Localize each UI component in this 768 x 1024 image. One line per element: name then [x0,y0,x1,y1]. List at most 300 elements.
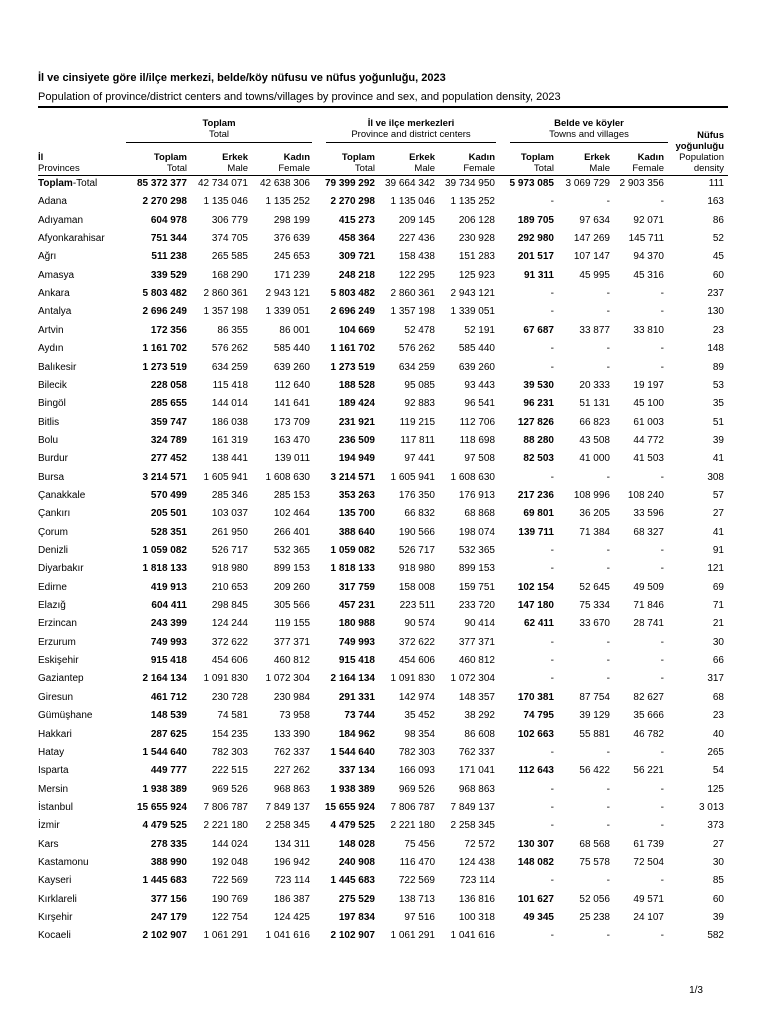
cell-total-total: 277 452 [150,453,187,465]
cell-centers-female: 233 720 [458,600,495,612]
cell-centers-total: 415 273 [338,214,375,226]
cell-density: 89 [712,361,724,373]
cell-towns-male: 45 995 [579,269,610,281]
cell-density: 21 [712,618,724,630]
cell-towns-female: - [660,783,664,795]
cell-density: 66 [712,655,724,667]
cell-towns-female: 72 504 [633,856,664,868]
cell-centers-total: 317 759 [338,581,375,593]
table-row [0,912,768,930]
cell-total-female: 227 262 [273,765,310,777]
table-row [0,784,768,802]
cell-towns-female: 92 071 [633,214,664,226]
cell-total-female: 899 153 [273,563,310,575]
cell-towns-female: - [660,930,664,942]
cell-centers-total: 231 921 [338,416,375,428]
cell-towns-male: 55 881 [579,728,610,740]
cell-total-total: 2 696 249 [142,306,187,318]
cell-towns-total: 67 687 [523,324,554,336]
cell-centers-male: 576 262 [398,343,435,355]
cell-total-total: 85 372 377 [136,178,187,189]
cell-density: 45 [712,251,724,263]
document-subtitle: Population of province/district centers and towns/villages by province and sex, and population density, 2023 [38,91,561,103]
cell-total-male: 1 605 941 [203,471,248,483]
province-name: Elazığ [38,600,66,612]
province-name: Edirne [38,581,67,593]
cell-centers-female: 206 128 [458,214,495,226]
cell-total-male: 285 346 [211,489,248,501]
cell-centers-total: 1 544 640 [330,746,375,758]
cell-density: 68 [712,691,724,703]
cell-total-male: 138 441 [211,453,248,465]
cell-centers-female: 762 337 [458,746,495,758]
group-rule-total [126,142,312,143]
cell-total-female: 305 566 [273,600,310,612]
group-rule-centers [326,142,496,143]
province-name: Çanakkale [38,489,86,501]
cell-density: 308 [707,471,724,483]
cell-towns-total: 102 663 [517,728,554,740]
cell-centers-total: 197 834 [338,912,375,923]
cell-towns-female: 35 666 [633,710,664,722]
cell-total-total: 511 238 [151,251,187,263]
cell-centers-total: 1 161 702 [330,343,375,355]
cell-towns-female: - [660,196,664,208]
province-name: Amasya [38,269,75,281]
cell-total-female: 186 387 [273,893,310,905]
cell-total-female: 585 440 [273,343,310,355]
cell-total-total: 915 418 [150,655,187,667]
cell-centers-female: 899 153 [458,563,495,575]
cell-total-male: 2 221 180 [203,820,248,832]
cell-total-total: 1 273 519 [142,361,187,373]
table-row [0,306,768,324]
cell-total-female: 377 371 [273,636,310,648]
cell-centers-total: 184 962 [338,728,375,740]
cell-centers-male: 90 574 [404,618,435,630]
cell-centers-female: 2 943 121 [450,288,495,300]
cell-total-total: 324 789 [150,434,187,446]
cell-centers-female: 377 371 [458,636,495,648]
cell-total-female: 639 260 [273,361,310,373]
cell-towns-male: 43 508 [579,434,610,446]
cell-total-male: 210 653 [211,581,248,593]
cell-centers-total: 388 640 [338,526,375,538]
cell-density: 265 [707,746,724,758]
cell-towns-total: 101 627 [517,893,554,905]
cell-centers-male: 176 350 [398,489,435,501]
cell-centers-male: 7 806 787 [390,801,435,813]
cell-towns-total: 292 980 [517,233,554,245]
cell-total-total: 449 777 [150,765,187,777]
cell-density: 71 [712,600,724,612]
cell-total-male: 103 037 [211,508,248,520]
province-name: Adıyaman [38,214,84,226]
cell-centers-female: 97 508 [464,453,495,465]
cell-towns-total: 127 826 [517,416,554,428]
cell-towns-male: 147 269 [573,233,610,245]
cell-towns-male: - [606,545,610,556]
cell-centers-total: 148 028 [338,838,375,850]
cell-total-total: 2 164 134 [142,673,187,685]
cell-centers-male: 122 295 [398,269,435,281]
cell-density: 27 [712,508,724,520]
cell-density: 582 [707,930,724,942]
cell-centers-male: 116 470 [399,856,435,868]
cell-total-female: 73 958 [279,710,310,722]
table-row [0,472,768,490]
table-row [0,582,768,600]
cell-centers-female: 151 283 [458,251,495,263]
cell-centers-total: 1 818 133 [330,563,375,575]
cell-density: 60 [712,893,724,905]
cell-towns-total: 170 381 [517,691,554,703]
cell-towns-total: 82 503 [523,453,554,465]
province-name: Giresun [38,691,74,703]
cell-centers-total: 2 270 298 [330,196,375,208]
cell-density: 148 [707,343,724,355]
cell-density: 41 [712,526,724,538]
cell-towns-male: - [606,471,610,483]
cell-centers-total: 915 418 [338,655,375,667]
cell-centers-male: 969 526 [398,783,435,795]
cell-total-female: 298 199 [273,214,310,226]
cell-density: 35 [712,398,724,410]
cell-towns-female: - [660,471,664,483]
table-row [0,600,768,618]
cell-total-male: 1 357 198 [203,306,248,318]
cell-towns-female: 24 107 [633,912,664,923]
cell-density: 317 [707,673,724,685]
cell-density: 39 [712,912,724,923]
cell-towns-male: 75 578 [579,856,610,868]
cell-centers-female: 68 868 [464,508,495,520]
cell-towns-female: 2 903 356 [619,178,664,189]
table-row-total [0,178,768,196]
cell-total-total: 287 625 [150,728,187,740]
cell-centers-female: 39 734 950 [444,178,495,189]
header-bottom-rule [38,175,728,176]
cell-density: 60 [712,269,724,281]
cell-total-male: 1 135 046 [203,196,248,208]
cell-total-total: 339 529 [150,269,187,281]
cell-towns-total: 201 517 [517,251,554,263]
cell-centers-total: 309 721 [338,251,375,263]
cell-towns-male: 52 056 [579,893,610,905]
province-name: Kırşehir [38,912,73,923]
cell-towns-male: 66 823 [579,416,610,428]
cell-centers-female: 1 608 630 [450,471,495,483]
cell-total-total: 419 913 [150,581,187,593]
cell-total-male: 634 259 [211,361,248,373]
cell-centers-female: 148 357 [458,691,495,703]
province-name: Ağrı [38,251,57,263]
table-row [0,710,768,728]
cell-centers-male: 95 085 [404,379,435,391]
cell-total-female: 285 153 [273,489,310,501]
cell-total-total: 243 399 [150,618,187,630]
cell-total-female: 1 041 616 [265,930,310,942]
cell-towns-female: - [660,746,664,758]
cell-total-male: 1 061 291 [203,930,248,942]
cell-towns-total: 49 345 [523,912,554,923]
table-row [0,820,768,838]
cell-towns-female: - [660,288,664,300]
cell-total-total: 528 351 [150,526,187,538]
cell-total-male: 192 048 [211,856,248,868]
cell-total-total: 1 938 389 [142,783,187,795]
cell-centers-male: 158 008 [398,581,435,593]
cell-towns-male: 68 568 [579,838,610,850]
cell-total-total: 377 156 [150,893,187,905]
cell-towns-male: 39 129 [579,710,610,722]
cell-total-female: 723 114 [274,875,310,887]
cell-total-female: 196 942 [273,856,310,868]
province-name: Denizli [38,545,69,556]
province-name: Balıkesir [38,361,77,373]
cell-centers-male: 722 569 [398,875,435,887]
cell-total-total: 148 539 [150,710,187,722]
table-row [0,251,768,269]
cell-centers-total: 353 263 [338,489,375,501]
cell-centers-male: 1 605 941 [390,471,435,483]
cell-towns-female: 61 739 [633,838,664,850]
province-name: Diyarbakır [38,563,84,575]
province-name: Çankırı [38,508,71,520]
cell-centers-total: 457 231 [338,600,375,612]
province-name: Çorum [38,526,69,538]
cell-towns-male: - [606,306,610,318]
cell-towns-female: - [660,361,664,373]
cell-towns-male: 33 670 [579,618,610,630]
cell-density: 40 [712,728,724,740]
cell-towns-female: 49 509 [633,581,664,593]
cell-towns-female: 45 316 [633,269,664,281]
cell-density: 86 [712,214,724,226]
cell-total-total: 359 747 [150,416,187,428]
province-name: Hatay [38,746,65,758]
cell-total-female: 1 608 630 [265,471,310,483]
cell-total-male: 186 038 [211,416,248,428]
cell-towns-male: - [606,288,610,300]
province-name: Kars [38,838,59,850]
cell-centers-male: 158 438 [398,251,435,263]
cell-density: 237 [707,288,724,300]
province-name: Artvin [38,324,64,336]
cell-total-female: 86 001 [279,324,310,336]
cell-centers-male: 1 135 046 [390,196,435,208]
cell-towns-total: 91 311 [523,269,554,281]
cell-centers-female: 1 339 051 [450,306,495,318]
province-name: Kocaeli [38,930,71,942]
cell-towns-male: 41 000 [579,453,610,465]
cell-total-female: 762 337 [273,746,310,758]
cell-towns-total: 217 236 [517,489,554,501]
cell-density: 30 [712,856,724,868]
cell-centers-female: 2 258 345 [450,820,495,832]
province-name: Bitlis [38,416,60,428]
province-name: Toplam-Total [38,178,98,189]
cell-centers-male: 454 606 [398,655,435,667]
cell-total-female: 245 653 [273,251,310,263]
cell-total-female: 209 260 [273,581,310,593]
table-row [0,527,768,545]
table-row [0,233,768,251]
cell-total-female: 139 011 [274,453,310,465]
cell-towns-female: 44 772 [633,434,664,446]
cell-towns-total: 62 411 [523,618,554,630]
cell-centers-female: 136 816 [458,893,495,905]
cell-centers-male: 1 091 830 [390,673,435,685]
province-name: İzmir [38,820,60,832]
cell-total-female: 460 812 [273,655,310,667]
cell-towns-male: - [606,655,610,667]
cell-total-female: 42 638 306 [259,178,310,189]
cell-density: 30 [712,636,724,648]
cell-centers-female: 171 041 [458,765,495,777]
cell-towns-total: - [550,545,554,556]
cell-total-total: 2 102 907 [142,930,187,942]
cell-total-total: 1 544 640 [142,746,187,758]
cell-towns-male: 71 384 [579,526,610,538]
cell-total-female: 532 365 [273,545,310,556]
cell-towns-male: - [606,801,610,813]
cell-density: 41 [712,453,724,465]
cell-centers-male: 52 478 [404,324,435,336]
cell-towns-total: - [550,930,554,942]
cell-total-female: 141 641 [273,398,310,410]
cell-total-female: 171 239 [273,269,310,281]
cell-towns-male: 3 069 729 [565,178,610,189]
table-row [0,545,768,563]
sub-header-total-female: Kadın Female [278,152,310,174]
cell-centers-female: 124 438 [458,856,495,868]
cell-total-total: 1 161 702 [142,343,187,355]
cell-centers-female: 532 365 [458,545,495,556]
province-name: Afyonkarahisar [38,233,105,245]
cell-total-total: 278 335 [150,838,187,850]
province-name: Adana [38,196,67,208]
cell-total-female: 163 470 [273,434,310,446]
table-row [0,380,768,398]
table-row [0,930,768,948]
cell-total-female: 119 155 [274,618,310,630]
cell-centers-male: 918 980 [398,563,435,575]
sub-header-towns-female: Kadın Female [632,152,664,174]
province-name: Aydın [38,343,64,355]
cell-centers-male: 66 832 [404,508,435,520]
cell-total-male: 7 806 787 [203,801,248,813]
table-row [0,435,768,453]
cell-total-total: 3 214 571 [142,471,187,483]
cell-total-male: 168 290 [211,269,248,281]
cell-total-male: 2 860 361 [203,288,248,300]
cell-centers-total: 188 528 [338,379,375,391]
cell-centers-total: 236 509 [338,434,375,446]
cell-density: 39 [712,434,724,446]
cell-centers-male: 92 883 [404,398,435,410]
cell-towns-total: - [550,783,554,795]
cell-centers-male: 526 717 [398,545,435,556]
cell-towns-total: 130 307 [517,838,554,850]
cell-towns-male: 87 754 [579,691,610,703]
cell-centers-female: 7 849 137 [450,801,495,813]
cell-total-female: 112 640 [274,379,310,391]
cell-centers-female: 159 751 [458,581,495,593]
cell-centers-male: 39 664 342 [384,178,435,189]
table-row [0,857,768,875]
cell-total-male: 161 319 [211,434,248,446]
cell-total-male: 722 569 [211,875,248,887]
cell-centers-male: 209 145 [398,214,435,226]
cell-total-male: 42 734 071 [197,178,248,189]
cell-total-male: 576 262 [211,343,248,355]
cell-total-total: 15 655 924 [136,801,187,813]
cell-centers-total: 749 993 [338,636,375,648]
cell-towns-male: - [606,930,610,942]
table-row [0,563,768,581]
cell-towns-female: 108 240 [627,489,664,501]
cell-total-male: 144 024 [211,838,248,850]
cell-density: 111 [708,178,724,189]
table-row [0,802,768,820]
group-rule-towns [510,142,668,143]
cell-towns-female: - [660,563,664,575]
cell-towns-female: - [660,801,664,813]
cell-total-male: 298 845 [211,600,248,612]
province-name: Isparta [38,765,69,777]
cell-centers-total: 240 908 [338,856,375,868]
cell-centers-total: 4 479 525 [330,820,375,832]
province-name: Bursa [38,471,65,483]
cell-towns-total: 148 082 [517,856,554,868]
cell-centers-male: 2 860 361 [390,288,435,300]
cell-centers-male: 372 622 [398,636,435,648]
cell-total-total: 461 712 [150,691,187,703]
cell-centers-female: 52 191 [464,324,495,336]
cell-density: 69 [712,581,724,593]
cell-total-female: 376 639 [273,233,310,245]
page-number: 1/3 [689,985,703,996]
cell-centers-female: 968 863 [458,783,495,795]
cell-total-male: 1 091 830 [203,673,248,685]
cell-centers-female: 90 414 [464,618,495,630]
cell-towns-total: - [550,361,554,373]
cell-towns-total: 69 801 [523,508,554,520]
cell-total-female: 173 709 [273,416,310,428]
table-row [0,508,768,526]
cell-centers-female: 86 608 [464,728,495,740]
cell-towns-female: 45 100 [633,398,664,410]
cell-centers-female: 1 135 252 [450,196,495,208]
table-row [0,673,768,691]
cell-centers-male: 142 974 [398,691,435,703]
cell-total-female: 1 339 051 [265,306,310,318]
cell-towns-female: 28 741 [633,618,664,630]
cell-total-male: 122 754 [211,912,248,923]
province-name: Gümüşhane [38,710,93,722]
cell-towns-total: 102 154 [517,581,554,593]
cell-total-total: 749 993 [150,636,187,648]
table-row [0,288,768,306]
cell-towns-female: - [660,875,664,887]
cell-towns-female: 33 810 [633,324,664,336]
cell-towns-female: 49 571 [633,893,664,905]
cell-density: 57 [712,489,724,501]
cell-total-male: 969 526 [211,783,248,795]
cell-centers-female: 100 318 [458,912,495,923]
cell-density: 373 [707,820,724,832]
